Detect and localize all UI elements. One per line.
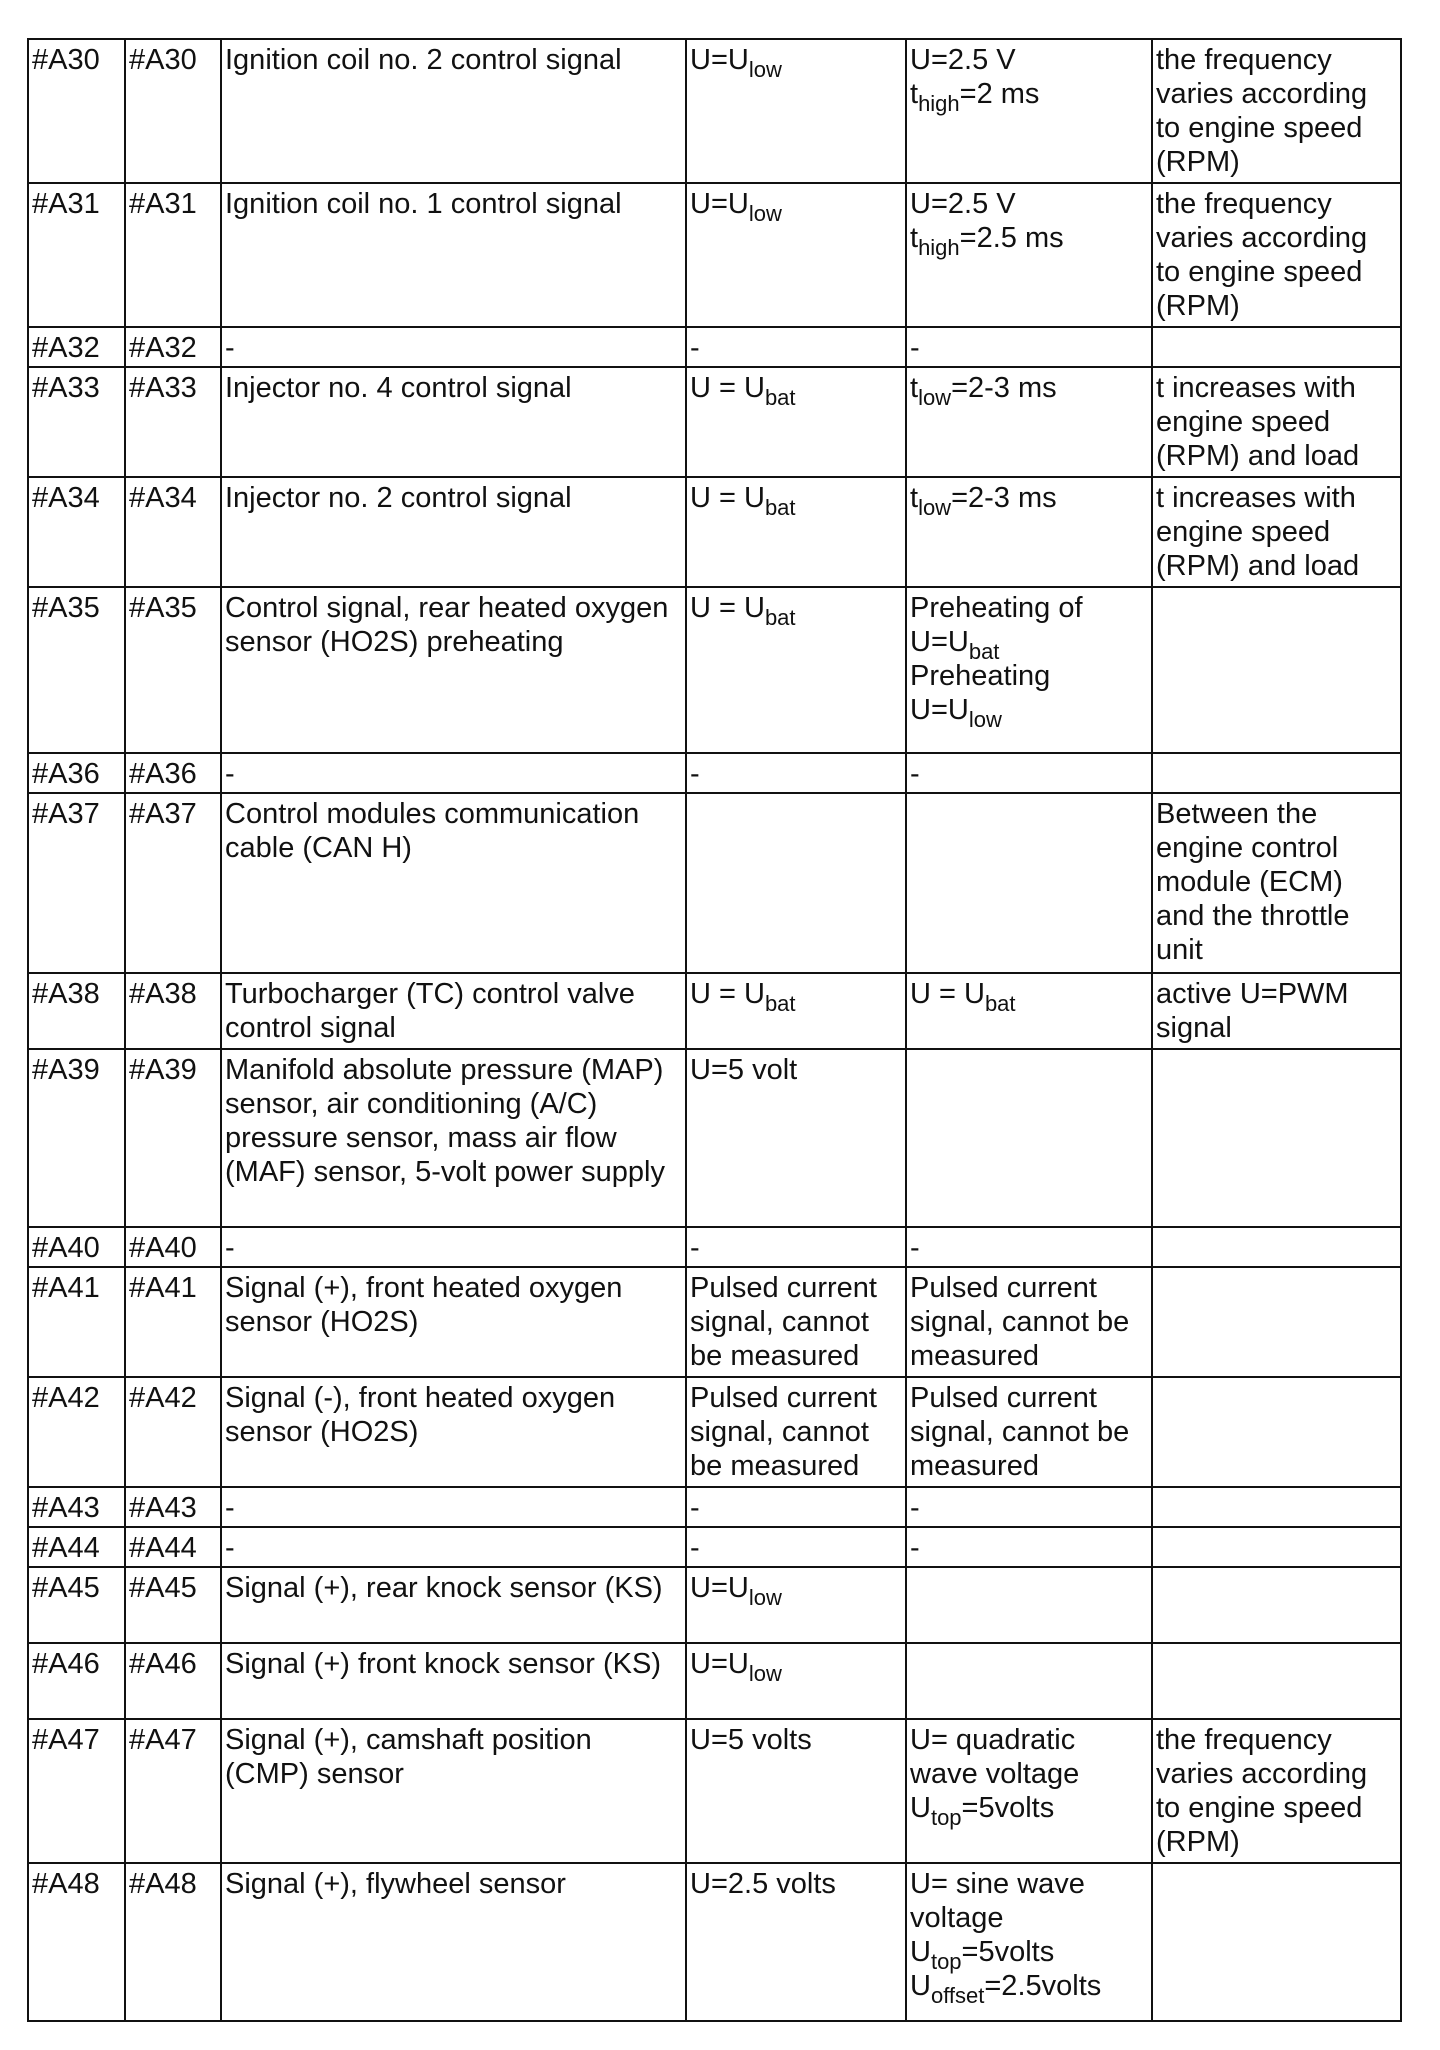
value-line: U=2.5 V xyxy=(910,44,1016,76)
pin-reference: #A43 xyxy=(125,1487,221,1527)
pin-reference: #A44 xyxy=(125,1527,221,1567)
signal-value xyxy=(906,1227,1152,1267)
subscript: bat xyxy=(764,605,796,630)
subscript: low xyxy=(748,201,782,226)
value-line: Pulsed current xyxy=(690,1272,877,1304)
signal-value xyxy=(906,367,1152,477)
signal-value xyxy=(906,183,1152,327)
subscript: high xyxy=(918,235,960,260)
pin-reference: #A42 xyxy=(125,1377,221,1487)
value-line: Pulsed current xyxy=(910,1382,1097,1414)
pin-description: Signal (+) front knock sensor (KS) xyxy=(221,1643,686,1719)
value-line: $U_{offset}=2.5volts$ xyxy=(910,1970,1102,2008)
value-line: $U = U_{bat}$ xyxy=(690,592,796,630)
signal-value xyxy=(906,973,1152,1049)
value-line: $U=U_{low}$ xyxy=(690,44,782,82)
signal-value xyxy=(906,1049,1152,1227)
pin-reference: #A34 xyxy=(125,477,221,587)
value-line: - xyxy=(910,1232,920,1264)
voltage-value xyxy=(686,183,906,327)
signal-value xyxy=(906,1643,1152,1719)
pin-number: #A36 xyxy=(28,753,125,793)
voltage-value xyxy=(686,1377,906,1487)
pin-number: #A33 xyxy=(28,367,125,477)
pin-reference: #A31 xyxy=(125,183,221,327)
pin-description: - xyxy=(221,753,686,793)
pinout-table xyxy=(27,38,1402,2022)
value-line: U=5 volt xyxy=(690,1054,798,1086)
subscript: low xyxy=(968,707,1002,732)
value-line: $U_{top}=5volts$ xyxy=(910,1792,1055,1830)
table-row xyxy=(28,1227,1401,1267)
pin-description: Signal (+), flywheel sensor xyxy=(221,1863,686,2021)
table-row xyxy=(28,327,1401,367)
pin-reference: #A35 xyxy=(125,587,221,753)
value-line: signal, cannot xyxy=(690,1306,869,1338)
voltage-value xyxy=(686,1487,906,1527)
pin-reference: #A32 xyxy=(125,327,221,367)
table-row xyxy=(28,183,1401,327)
pin-number: #A43 xyxy=(28,1487,125,1527)
pin-reference: #A39 xyxy=(125,1049,221,1227)
value-line: $U=U_{low}$ xyxy=(690,188,782,226)
pin-reference: #A41 xyxy=(125,1267,221,1377)
pin-number: #A47 xyxy=(28,1719,125,1863)
pin-number: #A40 xyxy=(28,1227,125,1267)
pin-number: #A30 xyxy=(28,39,125,183)
pin-description: - xyxy=(221,1487,686,1527)
voltage-value xyxy=(686,1643,906,1719)
value-line: $t_{high}=2.5$ ms xyxy=(910,222,1064,260)
value-line: signal, cannot be xyxy=(910,1306,1130,1338)
value-line: $U = U_{bat}$ xyxy=(690,372,796,410)
pin-description: Signal (+), camshaft position (CMP) sensor xyxy=(221,1719,686,1863)
remark: the frequency varies according to engine speed (RPM) xyxy=(1152,183,1401,327)
value-line: signal, cannot be xyxy=(910,1416,1130,1448)
subscript: bat xyxy=(764,495,796,520)
pin-number: #A48 xyxy=(28,1863,125,2021)
voltage-value xyxy=(686,327,906,367)
pinout-table-body xyxy=(28,39,1401,2021)
voltage-value xyxy=(686,1049,906,1227)
remark: active U=PWM signal xyxy=(1152,973,1401,1049)
remark xyxy=(1152,1227,1401,1267)
pin-description: - xyxy=(221,1527,686,1567)
pin-description: Control signal, rear heated oxygen sensor (HO2S) preheating xyxy=(221,587,686,753)
table-row xyxy=(28,39,1401,183)
table-row xyxy=(28,477,1401,587)
pin-description: Ignition coil no. 2 control signal xyxy=(221,39,686,183)
remark xyxy=(1152,1527,1401,1567)
pin-number: #A37 xyxy=(28,793,125,973)
pin-number: #A31 xyxy=(28,183,125,327)
pin-reference: #A46 xyxy=(125,1643,221,1719)
value-line: U=2.5 volts xyxy=(690,1868,836,1900)
value-line: $U_{top}=5volts$ xyxy=(910,1936,1055,1974)
value-line: - xyxy=(690,1232,700,1264)
signal-value xyxy=(906,1567,1152,1643)
value-line: - xyxy=(690,1492,700,1524)
pin-description: Signal (+), front heated oxygen sensor (HO2S) xyxy=(221,1267,686,1377)
voltage-value xyxy=(686,477,906,587)
pin-reference: #A33 xyxy=(125,367,221,477)
pin-reference: #A45 xyxy=(125,1567,221,1643)
pin-number: #A39 xyxy=(28,1049,125,1227)
subscript: top xyxy=(930,1949,962,1974)
table-row xyxy=(28,1719,1401,1863)
pin-reference: #A37 xyxy=(125,793,221,973)
pin-reference: #A38 xyxy=(125,973,221,1049)
value-line: Pulsed current xyxy=(910,1272,1097,1304)
value-line: voltage xyxy=(910,1902,1004,1934)
value-line: U= quadratic xyxy=(910,1724,1076,1756)
remark xyxy=(1152,1567,1401,1643)
subscript: low xyxy=(748,1661,782,1686)
table-row xyxy=(28,1863,1401,2021)
value-line: U=5 volts xyxy=(690,1724,812,1756)
pin-reference: #A36 xyxy=(125,753,221,793)
table-row xyxy=(28,587,1401,753)
value-line: - xyxy=(690,1532,700,1564)
value-line: U=2.5 V xyxy=(910,188,1016,220)
signal-value xyxy=(906,1719,1152,1863)
value-line: - xyxy=(910,332,920,364)
voltage-value xyxy=(686,1227,906,1267)
value-line: $t_{low}=2-3$ ms xyxy=(910,372,1057,410)
signal-value xyxy=(906,1487,1152,1527)
remark xyxy=(1152,753,1401,793)
value-line: be measured xyxy=(690,1450,860,1482)
subscript: low xyxy=(918,385,952,410)
signal-value xyxy=(906,793,1152,973)
remark: t increases with engine speed (RPM) and load xyxy=(1152,477,1401,587)
subscript: low xyxy=(748,57,782,82)
remark: the frequency varies according to engine speed (RPM) xyxy=(1152,39,1401,183)
voltage-value xyxy=(686,1527,906,1567)
remark xyxy=(1152,1377,1401,1487)
value-line: $U = U_{bat}$ xyxy=(690,482,796,520)
value-line: $t_{low}=2-3$ ms xyxy=(910,482,1057,520)
pin-reference: #A40 xyxy=(125,1227,221,1267)
value-line: $U=U_{low}$ xyxy=(690,1648,782,1686)
signal-value xyxy=(906,327,1152,367)
voltage-value xyxy=(686,1863,906,2021)
value-line: measured xyxy=(910,1340,1039,1372)
table-row xyxy=(28,1049,1401,1227)
pin-description: Turbocharger (TC) control valve control signal xyxy=(221,973,686,1049)
pin-reference: #A30 xyxy=(125,39,221,183)
pin-number: #A34 xyxy=(28,477,125,587)
pin-reference: #A47 xyxy=(125,1719,221,1863)
value-line: $U = U_{bat}$ xyxy=(910,978,1016,1016)
subscript: low xyxy=(748,1585,782,1610)
pin-number: #A46 xyxy=(28,1643,125,1719)
subscript: high xyxy=(918,91,960,116)
remark xyxy=(1152,1487,1401,1527)
value-line: be measured xyxy=(690,1340,860,1372)
remark xyxy=(1152,1643,1401,1719)
signal-value xyxy=(906,39,1152,183)
pin-reference: #A48 xyxy=(125,1863,221,2021)
value-line: measured xyxy=(910,1450,1039,1482)
subscript: low xyxy=(918,495,952,520)
signal-value xyxy=(906,1863,1152,2021)
remark: the frequency varies according to engine speed (RPM) xyxy=(1152,1719,1401,1863)
table-row xyxy=(28,973,1401,1049)
remark xyxy=(1152,1267,1401,1377)
subscript: bat xyxy=(764,991,796,1016)
voltage-value xyxy=(686,1567,906,1643)
pin-number: #A41 xyxy=(28,1267,125,1377)
value-line: - xyxy=(910,1492,920,1524)
pin-description: - xyxy=(221,1227,686,1267)
table-row xyxy=(28,367,1401,477)
value-line: Preheating of xyxy=(910,592,1083,624)
table-row xyxy=(28,1643,1401,1719)
pin-number: #A45 xyxy=(28,1567,125,1643)
table-row xyxy=(28,793,1401,973)
remark xyxy=(1152,327,1401,367)
table-row xyxy=(28,753,1401,793)
value-line: U= sine wave xyxy=(910,1868,1085,1900)
subscript: bat xyxy=(764,385,796,410)
pin-number: #A32 xyxy=(28,327,125,367)
pin-number: #A35 xyxy=(28,587,125,753)
subscript: bat xyxy=(984,991,1016,1016)
pin-description: Injector no. 2 control signal xyxy=(221,477,686,587)
signal-value xyxy=(906,587,1152,753)
value-line: $U=U_{bat}$ xyxy=(910,626,1000,664)
table-row xyxy=(28,1527,1401,1567)
voltage-value xyxy=(686,1267,906,1377)
voltage-value xyxy=(686,587,906,753)
subscript: offset xyxy=(930,1983,985,2008)
subscript: bat xyxy=(968,639,1000,664)
table-row xyxy=(28,1377,1401,1487)
value-line: - xyxy=(910,758,920,790)
pin-description: Control modules communication cable (CAN H) xyxy=(221,793,686,973)
signal-value xyxy=(906,1267,1152,1377)
pin-description: Injector no. 4 control signal xyxy=(221,367,686,477)
voltage-value xyxy=(686,753,906,793)
pin-description: Ignition coil no. 1 control signal xyxy=(221,183,686,327)
voltage-value xyxy=(686,39,906,183)
remark xyxy=(1152,1049,1401,1227)
value-line: $U=U_{low}$ xyxy=(910,694,1002,732)
signal-value xyxy=(906,1527,1152,1567)
pin-number: #A44 xyxy=(28,1527,125,1567)
value-line: $U = U_{bat}$ xyxy=(690,978,796,1016)
value-line: Preheating xyxy=(910,660,1051,692)
remark: Between the engine control module (ECM) and the throttle unit xyxy=(1152,793,1401,973)
signal-value xyxy=(906,1377,1152,1487)
table-row xyxy=(28,1567,1401,1643)
voltage-value xyxy=(686,793,906,973)
table-row xyxy=(28,1267,1401,1377)
remark xyxy=(1152,1863,1401,2021)
pin-description: Signal (-), front heated oxygen sensor (HO2S) xyxy=(221,1377,686,1487)
value-line: $U=U_{low}$ xyxy=(690,1572,782,1610)
value-line: - xyxy=(690,758,700,790)
value-line: - xyxy=(910,1532,920,1564)
voltage-value xyxy=(686,1719,906,1863)
signal-value xyxy=(906,477,1152,587)
remark xyxy=(1152,587,1401,753)
value-line: signal, cannot xyxy=(690,1416,869,1448)
value-line: $t_{high}=2$ ms xyxy=(910,78,1040,116)
pin-description: Manifold absolute pressure (MAP) sensor, air conditioning (A/C) pressure sensor, mass air flow (MAF) sensor, 5-volt power supply xyxy=(221,1049,686,1227)
value-line: Pulsed current xyxy=(690,1382,877,1414)
voltage-value xyxy=(686,367,906,477)
subscript: top xyxy=(930,1805,962,1830)
pin-number: #A42 xyxy=(28,1377,125,1487)
value-line: wave voltage xyxy=(910,1758,1080,1790)
document-page xyxy=(27,38,1400,2022)
pin-description: - xyxy=(221,327,686,367)
pin-description: Signal (+), rear knock sensor (KS) xyxy=(221,1567,686,1643)
remark: t increases with engine speed (RPM) and load xyxy=(1152,367,1401,477)
pin-number: #A38 xyxy=(28,973,125,1049)
value-line: - xyxy=(690,332,700,364)
signal-value xyxy=(906,753,1152,793)
table-row xyxy=(28,1487,1401,1527)
voltage-value xyxy=(686,973,906,1049)
